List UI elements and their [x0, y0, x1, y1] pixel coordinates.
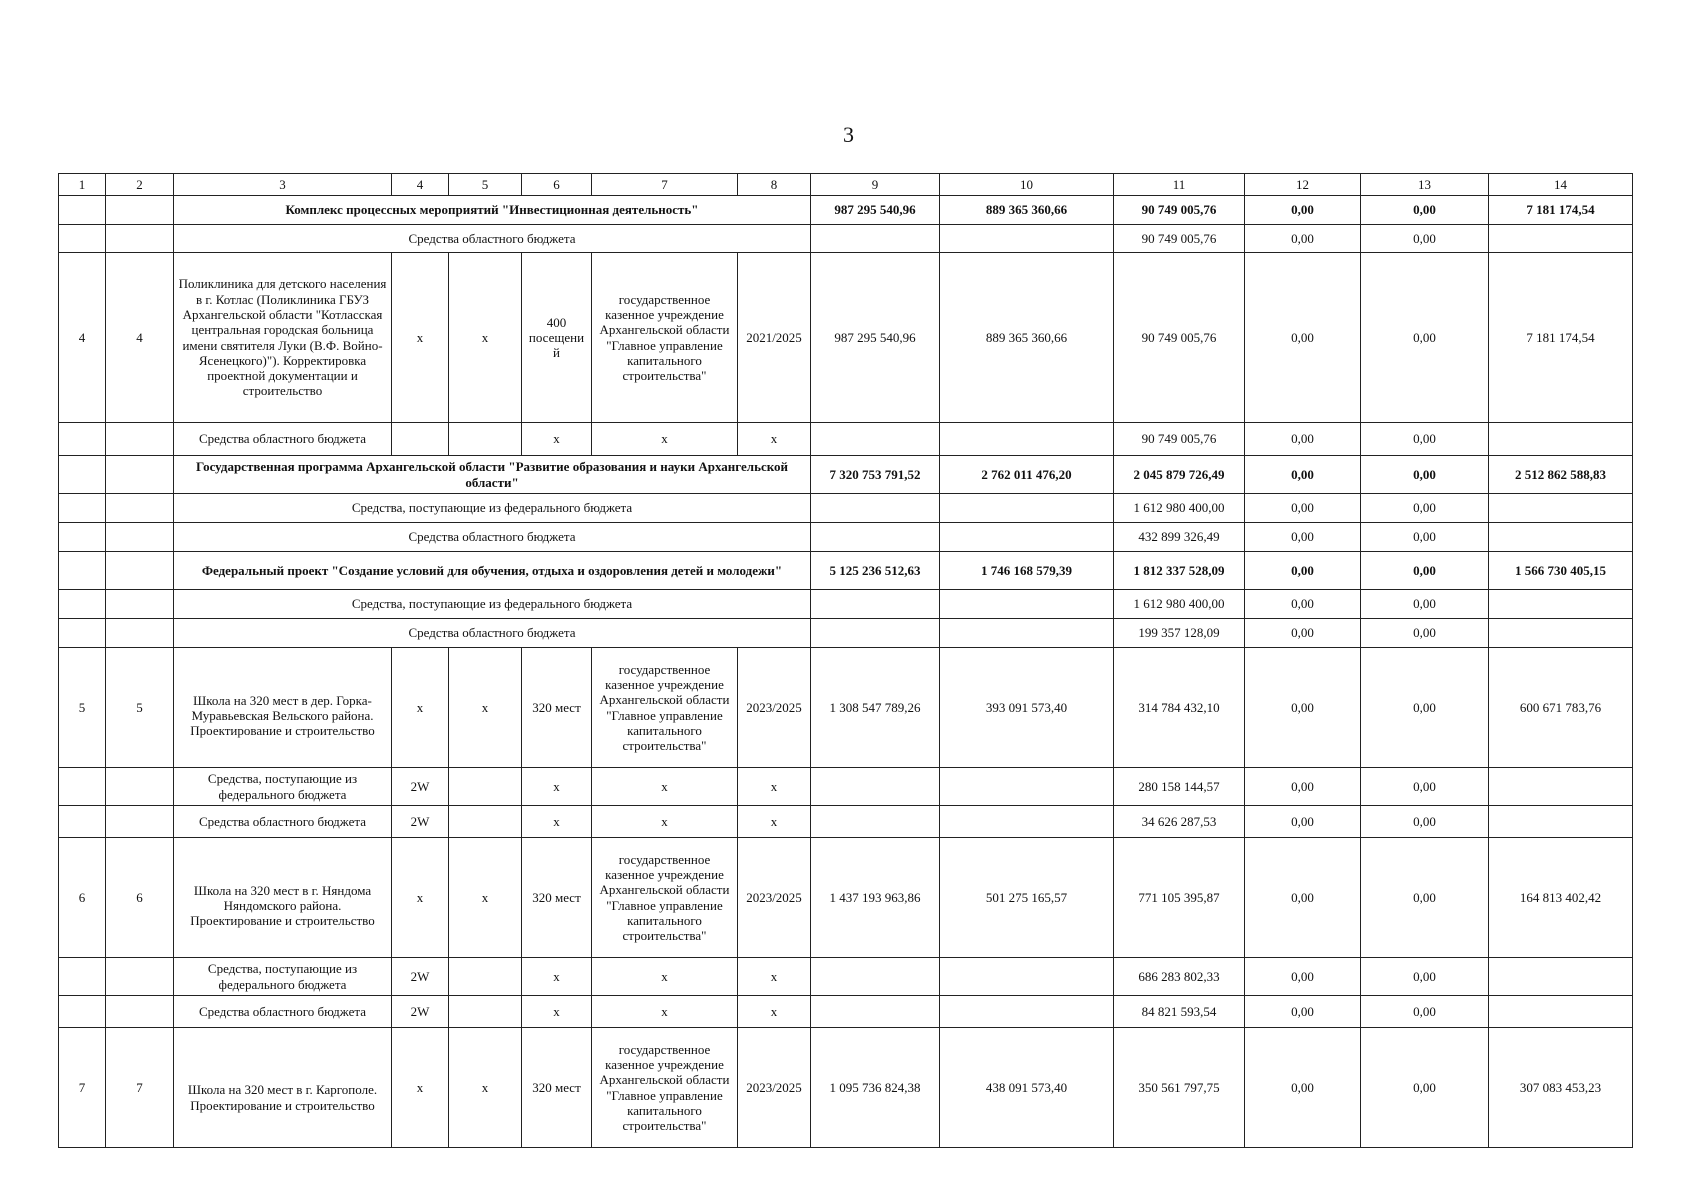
header-cell: 6	[522, 174, 592, 196]
capacity: x	[522, 423, 592, 456]
header-cell: 14	[1489, 174, 1633, 196]
funding-col-11: 1 612 980 400,00	[1114, 494, 1245, 523]
capacity: 320 мест	[522, 1028, 592, 1148]
capacity: 320 мест	[522, 648, 592, 768]
remaining-cost: 7 181 174,54	[1489, 253, 1633, 423]
object-name: Школа на 320 мест в г. Няндома Няндомского района. Проектирование и строительство	[174, 838, 392, 958]
header-cell: 3	[174, 174, 392, 196]
funding-col-13: 0,00	[1361, 225, 1489, 253]
funding-col-12: 0,00	[1245, 552, 1361, 590]
total-cost: 1 308 547 789,26	[811, 648, 940, 768]
object-row	[59, 648, 1633, 768]
customer: государственное казенное учреждение Архангельской области "Главное управление капитального строительства"	[592, 253, 738, 423]
capacity: 320 мест	[522, 838, 592, 958]
funding-source-row	[59, 225, 1633, 253]
funding-source-row	[59, 590, 1633, 619]
col-4: x	[392, 648, 449, 768]
total-cost: 987 295 540,96	[811, 196, 940, 225]
customer: x	[592, 958, 738, 996]
funding-source-row	[59, 423, 1633, 456]
object-number: 7	[106, 1028, 174, 1148]
budget-table	[58, 173, 1633, 1148]
total-cost: 7 320 753 791,52	[811, 456, 940, 494]
funding-col-12: 0,00	[1245, 996, 1361, 1028]
header-cell: 7	[592, 174, 738, 196]
funding-source-label: Средства областного бюджета	[174, 806, 392, 838]
funding-col-13: 0,00	[1361, 456, 1489, 494]
capacity: x	[522, 768, 592, 806]
object-row	[59, 1028, 1633, 1148]
funding-col-12: 0,00	[1245, 619, 1361, 648]
header-cell: 8	[738, 174, 811, 196]
object-number: 4	[106, 253, 174, 423]
period: 2021/2025	[738, 253, 811, 423]
object-row	[59, 838, 1633, 958]
funding-source-label: Средства областного бюджета	[174, 523, 811, 552]
funding-source-row	[59, 996, 1633, 1028]
funding-col-13: 0,00	[1361, 590, 1489, 619]
funding-col-12: 0,00	[1245, 806, 1361, 838]
funding-col-12: 0,00	[1245, 523, 1361, 552]
capacity: x	[522, 996, 592, 1028]
funding-col-11: 1 812 337 528,09	[1114, 552, 1245, 590]
prior-funding: 2 762 011 476,20	[940, 456, 1114, 494]
period: 2023/2025	[738, 1028, 811, 1148]
row-number: 6	[59, 838, 106, 958]
funding-source-label: Средства областного бюджета	[174, 996, 392, 1028]
section-row	[59, 456, 1633, 494]
header-cell: 2	[106, 174, 174, 196]
prior-funding: 438 091 573,40	[940, 1028, 1114, 1148]
funding-col-13: 0,00	[1361, 648, 1489, 768]
funding-col-12: 0,00	[1245, 768, 1361, 806]
funding-source-row	[59, 958, 1633, 996]
period: x	[738, 996, 811, 1028]
funding-col-11: 2 045 879 726,49	[1114, 456, 1245, 494]
header-cell: 13	[1361, 174, 1489, 196]
funding-source-label: Средства областного бюджета	[174, 423, 392, 456]
customer: x	[592, 806, 738, 838]
total-cost: 1 437 193 963,86	[811, 838, 940, 958]
funding-col-13: 0,00	[1361, 552, 1489, 590]
object-name: Школа на 320 мест в г. Каргополе. Проектирование и строительство	[174, 1028, 392, 1148]
funding-col-11: 199 357 128,09	[1114, 619, 1245, 648]
funding-col-13: 0,00	[1361, 806, 1489, 838]
page-number: 3	[843, 122, 854, 147]
col-4: x	[392, 1028, 449, 1148]
funding-col-11: 280 158 144,57	[1114, 768, 1245, 806]
capacity: x	[522, 958, 592, 996]
funding-col-12: 0,00	[1245, 1028, 1361, 1148]
funding-col-13: 0,00	[1361, 619, 1489, 648]
section-row	[59, 552, 1633, 590]
funding-col-12: 0,00	[1245, 494, 1361, 523]
funding-col-13: 0,00	[1361, 494, 1489, 523]
funding-col-12: 0,00	[1245, 423, 1361, 456]
funding-col-11: 90 749 005,76	[1114, 423, 1245, 456]
funding-source-label: Средства, поступающие из федерального бюджета	[174, 958, 392, 996]
prior-funding: 393 091 573,40	[940, 648, 1114, 768]
funding-col-13: 0,00	[1361, 253, 1489, 423]
capacity: 400 посещени й	[522, 253, 592, 423]
col-4: 2W	[392, 958, 449, 996]
col-4: x	[392, 253, 449, 423]
prior-funding: 889 365 360,66	[940, 253, 1114, 423]
funding-col-11: 90 749 005,76	[1114, 196, 1245, 225]
period: x	[738, 768, 811, 806]
funding-source-row	[59, 806, 1633, 838]
header-row	[59, 174, 1633, 196]
customer: государственное казенное учреждение Архангельской области "Главное управление капитального строительства"	[592, 648, 738, 768]
object-number: 5	[106, 648, 174, 768]
customer: x	[592, 768, 738, 806]
col-4: x	[392, 838, 449, 958]
funding-col-13: 0,00	[1361, 768, 1489, 806]
funding-col-12: 0,00	[1245, 648, 1361, 768]
period: 2023/2025	[738, 838, 811, 958]
header-cell: 12	[1245, 174, 1361, 196]
customer: x	[592, 996, 738, 1028]
row-number: 5	[59, 648, 106, 768]
customer: государственное казенное учреждение Архангельской области "Главное управление капитального строительства"	[592, 1028, 738, 1148]
funding-source-label: Средства областного бюджета	[174, 619, 811, 648]
row-number: 4	[59, 253, 106, 423]
funding-col-12: 0,00	[1245, 958, 1361, 996]
funding-col-12: 0,00	[1245, 196, 1361, 225]
funding-source-label: Средства, поступающие из федерального бюджета	[174, 494, 811, 523]
funding-col-12: 0,00	[1245, 590, 1361, 619]
section-title: Федеральный проект "Создание условий для обучения, отдыха и оздоровления детей и молодежи"	[174, 552, 811, 590]
total-cost: 987 295 540,96	[811, 253, 940, 423]
period: x	[738, 423, 811, 456]
remaining-cost: 307 083 453,23	[1489, 1028, 1633, 1148]
funding-source-row	[59, 523, 1633, 552]
funding-col-12: 0,00	[1245, 225, 1361, 253]
remaining-cost: 1 566 730 405,15	[1489, 552, 1633, 590]
remaining-cost: 164 813 402,42	[1489, 838, 1633, 958]
col-4: 2W	[392, 768, 449, 806]
funding-col-11: 350 561 797,75	[1114, 1028, 1245, 1148]
period: x	[738, 958, 811, 996]
col-4: 2W	[392, 996, 449, 1028]
col-5: x	[449, 253, 522, 423]
header-cell: 5	[449, 174, 522, 196]
funding-col-11: 34 626 287,53	[1114, 806, 1245, 838]
funding-col-12: 0,00	[1245, 456, 1361, 494]
prior-funding: 889 365 360,66	[940, 196, 1114, 225]
funding-col-12: 0,00	[1245, 253, 1361, 423]
funding-col-11: 84 821 593,54	[1114, 996, 1245, 1028]
capacity: x	[522, 806, 592, 838]
header-cell: 1	[59, 174, 106, 196]
total-cost: 1 095 736 824,38	[811, 1028, 940, 1148]
funding-col-13: 0,00	[1361, 996, 1489, 1028]
prior-funding: 501 275 165,57	[940, 838, 1114, 958]
funding-col-13: 0,00	[1361, 1028, 1489, 1148]
col-5: x	[449, 648, 522, 768]
funding-col-11: 686 283 802,33	[1114, 958, 1245, 996]
section-title: Комплекс процессных мероприятий "Инвестиционная деятельность"	[174, 196, 811, 225]
header-cell: 10	[940, 174, 1114, 196]
funding-col-11: 1 612 980 400,00	[1114, 590, 1245, 619]
funding-source-row	[59, 494, 1633, 523]
section-row	[59, 196, 1633, 225]
section-title: Государственная программа Архангельской области "Развитие образования и науки Архангельской области"	[174, 456, 811, 494]
funding-col-12: 0,00	[1245, 838, 1361, 958]
remaining-cost: 7 181 174,54	[1489, 196, 1633, 225]
funding-source-label: Средства, поступающие из федерального бюджета	[174, 590, 811, 619]
object-row	[59, 253, 1633, 423]
customer: государственное казенное учреждение Архангельской области "Главное управление капитального строительства"	[592, 838, 738, 958]
header-cell: 4	[392, 174, 449, 196]
funding-col-11: 314 784 432,10	[1114, 648, 1245, 768]
funding-col-11: 90 749 005,76	[1114, 253, 1245, 423]
remaining-cost: 600 671 783,76	[1489, 648, 1633, 768]
prior-funding: 1 746 168 579,39	[940, 552, 1114, 590]
col-5: x	[449, 838, 522, 958]
col-5: x	[449, 1028, 522, 1148]
funding-source-label: Средства, поступающие из федерального бюджета	[174, 768, 392, 806]
funding-col-13: 0,00	[1361, 423, 1489, 456]
object-name: Школа на 320 мест в дер. Горка-Муравьевская Вельского района. Проектирование и строительство	[174, 648, 392, 768]
col-4: 2W	[392, 806, 449, 838]
period: x	[738, 806, 811, 838]
funding-source-label: Средства областного бюджета	[174, 225, 811, 253]
header-cell: 11	[1114, 174, 1245, 196]
object-name: Поликлиника для детского населения в г. Котлас (Поликлиника ГБУЗ Архангельской области "Котласская центральная городская больница имени святителя Луки (В.Ф. Войно-Ясенецкого)"). Корректировка проектной документации и строительство	[174, 253, 392, 423]
funding-col-13: 0,00	[1361, 838, 1489, 958]
header-cell: 9	[811, 174, 940, 196]
row-number: 7	[59, 1028, 106, 1148]
funding-col-11: 771 105 395,87	[1114, 838, 1245, 958]
funding-col-13: 0,00	[1361, 523, 1489, 552]
funding-source-row	[59, 619, 1633, 648]
funding-col-13: 0,00	[1361, 958, 1489, 996]
funding-col-13: 0,00	[1361, 196, 1489, 225]
period: 2023/2025	[738, 648, 811, 768]
remaining-cost: 2 512 862 588,83	[1489, 456, 1633, 494]
funding-source-row	[59, 768, 1633, 806]
customer: x	[592, 423, 738, 456]
funding-col-11: 90 749 005,76	[1114, 225, 1245, 253]
object-number: 6	[106, 838, 174, 958]
col-4	[392, 423, 449, 456]
funding-col-11: 432 899 326,49	[1114, 523, 1245, 552]
total-cost: 5 125 236 512,63	[811, 552, 940, 590]
